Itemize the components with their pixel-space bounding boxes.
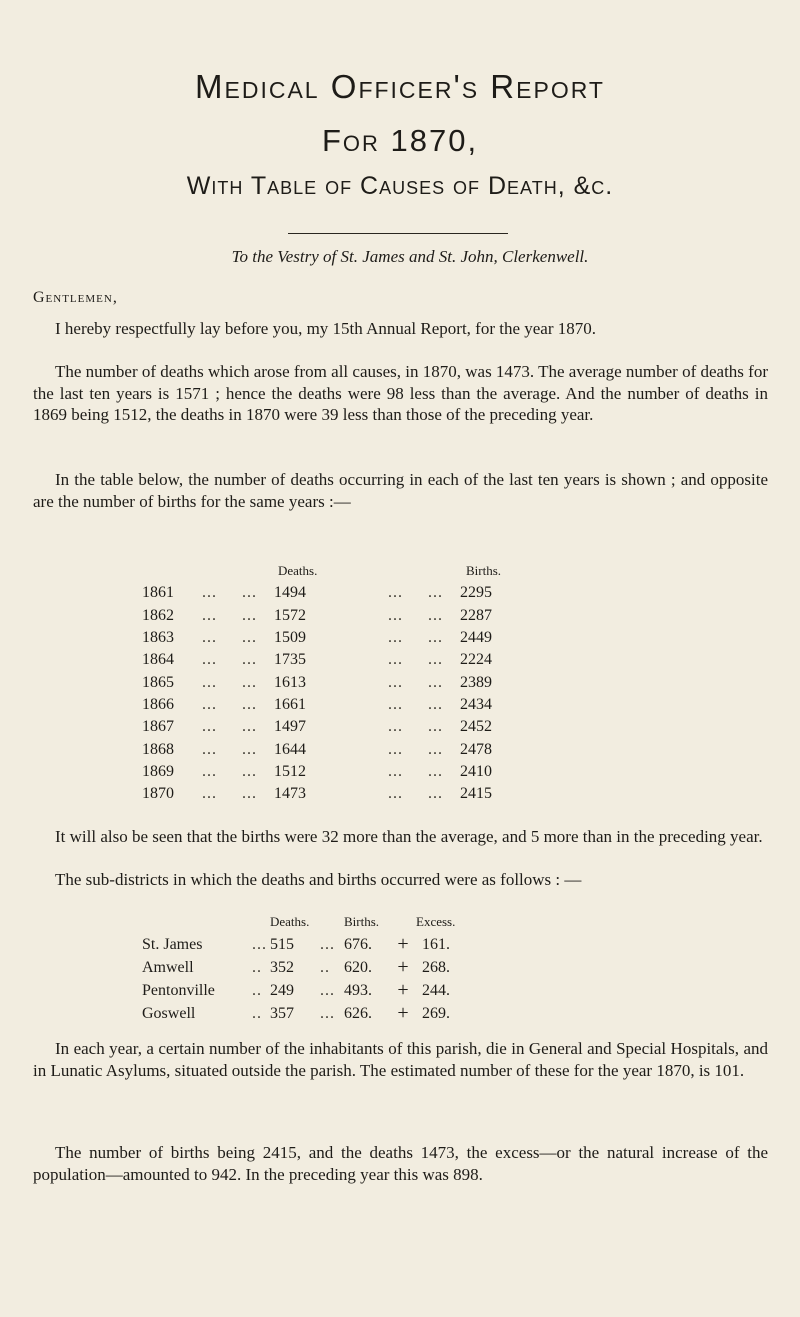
table-row bbox=[142, 627, 536, 649]
deaths-cell: 1572 bbox=[274, 606, 306, 624]
districts-table-header bbox=[142, 911, 476, 933]
plus-sign: + bbox=[397, 933, 409, 956]
leader-dots: ... ... bbox=[202, 718, 257, 736]
births-cell: 2295 bbox=[460, 584, 492, 602]
leader-dots: .. bbox=[252, 981, 262, 999]
leader-dots: ... ... bbox=[202, 673, 257, 691]
leader-dots: ... ... bbox=[202, 629, 257, 647]
deaths-cell: 1509 bbox=[274, 629, 306, 647]
year-cell: 1865 bbox=[142, 673, 174, 691]
year-cell: 1870 bbox=[142, 785, 174, 803]
plus-sign: + bbox=[397, 1002, 409, 1025]
table-row bbox=[142, 979, 476, 1002]
births-cell: 2389 bbox=[460, 673, 492, 691]
deaths-cell: 1497 bbox=[274, 718, 306, 736]
leader-dots: ... ... bbox=[202, 785, 257, 803]
leader-dots: ... ... bbox=[388, 762, 443, 780]
leader-dots: .. bbox=[252, 958, 262, 976]
leader-dots: ... ... bbox=[388, 584, 443, 602]
births-cell: 626. bbox=[344, 1004, 372, 1022]
year-cell: 1866 bbox=[142, 695, 174, 713]
salutation: Gentlemen, bbox=[33, 289, 118, 306]
births-cell: 2434 bbox=[460, 695, 492, 713]
excess-cell: 269. bbox=[422, 1004, 450, 1022]
leader-dots: ... ... bbox=[202, 740, 257, 758]
deaths-cell: 357 bbox=[270, 1004, 294, 1022]
leader-dots: ... ... bbox=[202, 695, 257, 713]
district-name: Pentonville bbox=[142, 981, 215, 999]
table-row bbox=[142, 716, 536, 738]
year-cell: 1864 bbox=[142, 651, 174, 669]
excess-cell: 268. bbox=[422, 958, 450, 976]
deaths-cell: 515 bbox=[270, 935, 294, 953]
leader-dots: ... ... bbox=[388, 718, 443, 736]
year-cell: 1862 bbox=[142, 606, 174, 624]
leader-dots: ... bbox=[252, 935, 267, 953]
leader-dots: ... ... bbox=[388, 695, 443, 713]
leader-dots: .. bbox=[252, 1004, 262, 1022]
leader-dots: ... bbox=[320, 935, 335, 953]
paragraph-subdistricts-intro: The sub-districts in which the deaths and births occurred were as follows : — bbox=[55, 870, 582, 889]
year-cell: 1869 bbox=[142, 762, 174, 780]
excess-cell: 244. bbox=[422, 981, 450, 999]
births-cell: 620. bbox=[344, 958, 372, 976]
years-table-header bbox=[142, 560, 536, 582]
excess-cell: 161. bbox=[422, 935, 450, 953]
paragraph-intro: I hereby respectfully lay before you, my 15th Annual Report, for the year 1870. bbox=[55, 319, 597, 338]
deaths-cell: 1735 bbox=[274, 651, 306, 669]
leader-dots: ... ... bbox=[388, 606, 443, 624]
table-row bbox=[142, 933, 476, 956]
births-cell: 676. bbox=[344, 935, 372, 953]
year-cell: 1861 bbox=[142, 584, 174, 602]
plus-sign: + bbox=[397, 956, 409, 979]
leader-dots: ... ... bbox=[388, 651, 443, 669]
report-year: For 1870, bbox=[321, 123, 479, 158]
table-row bbox=[142, 783, 536, 805]
deaths-cell: 1494 bbox=[274, 584, 306, 602]
district-births-header: Births. bbox=[344, 914, 380, 930]
deaths-cell: 352 bbox=[270, 958, 294, 976]
births-cell: 493. bbox=[344, 981, 372, 999]
paragraph-hospitals: In each year, a certain number of the inhabitants of this parish, die in General and Special Hospitals, and in Lunatic Asylums, situated outside the parish. The estimated number of these for the year 1870, is 101. bbox=[33, 1039, 768, 1080]
title-divider bbox=[288, 233, 508, 234]
paragraph-deaths: The number of deaths which arose from all causes, in 1870, was 1473. The average number of deaths for the last ten years is 1571 ; hence the deaths were 98 less than the average. And the number of deaths in 1869 being 1512, the deaths in 1870 were 39 less than those of the preceding year. bbox=[33, 362, 768, 424]
year-cell: 1863 bbox=[142, 629, 174, 647]
births-cell: 2449 bbox=[460, 629, 492, 647]
district-excess-header: Excess. bbox=[416, 914, 456, 930]
leader-dots: .. bbox=[320, 958, 330, 976]
leader-dots: ... ... bbox=[388, 673, 443, 691]
table-row bbox=[142, 956, 476, 979]
deaths-cell: 1473 bbox=[274, 785, 306, 803]
districts-table bbox=[142, 911, 476, 1025]
deaths-cell: 1613 bbox=[274, 673, 306, 691]
addressee: To the Vestry of St. James and St. John, Clerkenwell. bbox=[231, 247, 589, 266]
leader-dots: ... ... bbox=[388, 740, 443, 758]
paragraph-births-average: It will also be seen that the births were 32 more than the average, and 5 more than in the preceding year. bbox=[55, 827, 763, 846]
leader-dots: ... ... bbox=[388, 629, 443, 647]
plus-sign: + bbox=[397, 979, 409, 1002]
leader-dots: ... ... bbox=[202, 606, 257, 624]
table-row bbox=[142, 761, 536, 783]
deaths-cell: 1644 bbox=[274, 740, 306, 758]
year-cell: 1868 bbox=[142, 740, 174, 758]
report-title: Medical Officer's Report bbox=[195, 68, 605, 105]
births-cell: 2287 bbox=[460, 606, 492, 624]
years-table bbox=[142, 560, 536, 805]
deaths-header: Deaths. bbox=[278, 563, 318, 579]
leader-dots: ... bbox=[320, 981, 335, 999]
deaths-cell: 249 bbox=[270, 981, 294, 999]
deaths-cell: 1661 bbox=[274, 695, 306, 713]
table-row bbox=[142, 605, 536, 627]
births-header: Births. bbox=[466, 563, 502, 579]
births-cell: 2478 bbox=[460, 740, 492, 758]
table-row bbox=[142, 649, 536, 671]
district-name: Goswell bbox=[142, 1004, 196, 1022]
paragraph-natural-increase: The number of births being 2415, and the deaths 1473, the excess—or the natural increase of the population—amounted to 942. In the preceding year this was 898. bbox=[33, 1143, 768, 1184]
leader-dots: ... ... bbox=[388, 785, 443, 803]
report-subtitle: With Table of Causes of Death, &c. bbox=[186, 172, 614, 200]
district-deaths-header: Deaths. bbox=[270, 914, 310, 930]
leader-dots: ... bbox=[320, 1004, 335, 1022]
district-name: St. James bbox=[142, 935, 203, 953]
births-cell: 2452 bbox=[460, 718, 492, 736]
births-cell: 2415 bbox=[460, 785, 492, 803]
table-row bbox=[142, 1002, 476, 1025]
paragraph-table-intro: In the table below, the number of deaths occurring in each of the last ten years is shown ; and opposite are the number of births for the same years :— bbox=[33, 470, 768, 511]
table-row bbox=[142, 694, 536, 716]
births-cell: 2410 bbox=[460, 762, 492, 780]
table-row bbox=[142, 738, 536, 760]
table-row bbox=[142, 582, 536, 604]
table-row bbox=[142, 671, 536, 693]
leader-dots: ... ... bbox=[202, 762, 257, 780]
year-cell: 1867 bbox=[142, 718, 174, 736]
births-cell: 2224 bbox=[460, 651, 492, 669]
deaths-cell: 1512 bbox=[274, 762, 306, 780]
leader-dots: ... ... bbox=[202, 584, 257, 602]
leader-dots: ... ... bbox=[202, 651, 257, 669]
district-name: Amwell bbox=[142, 958, 194, 976]
